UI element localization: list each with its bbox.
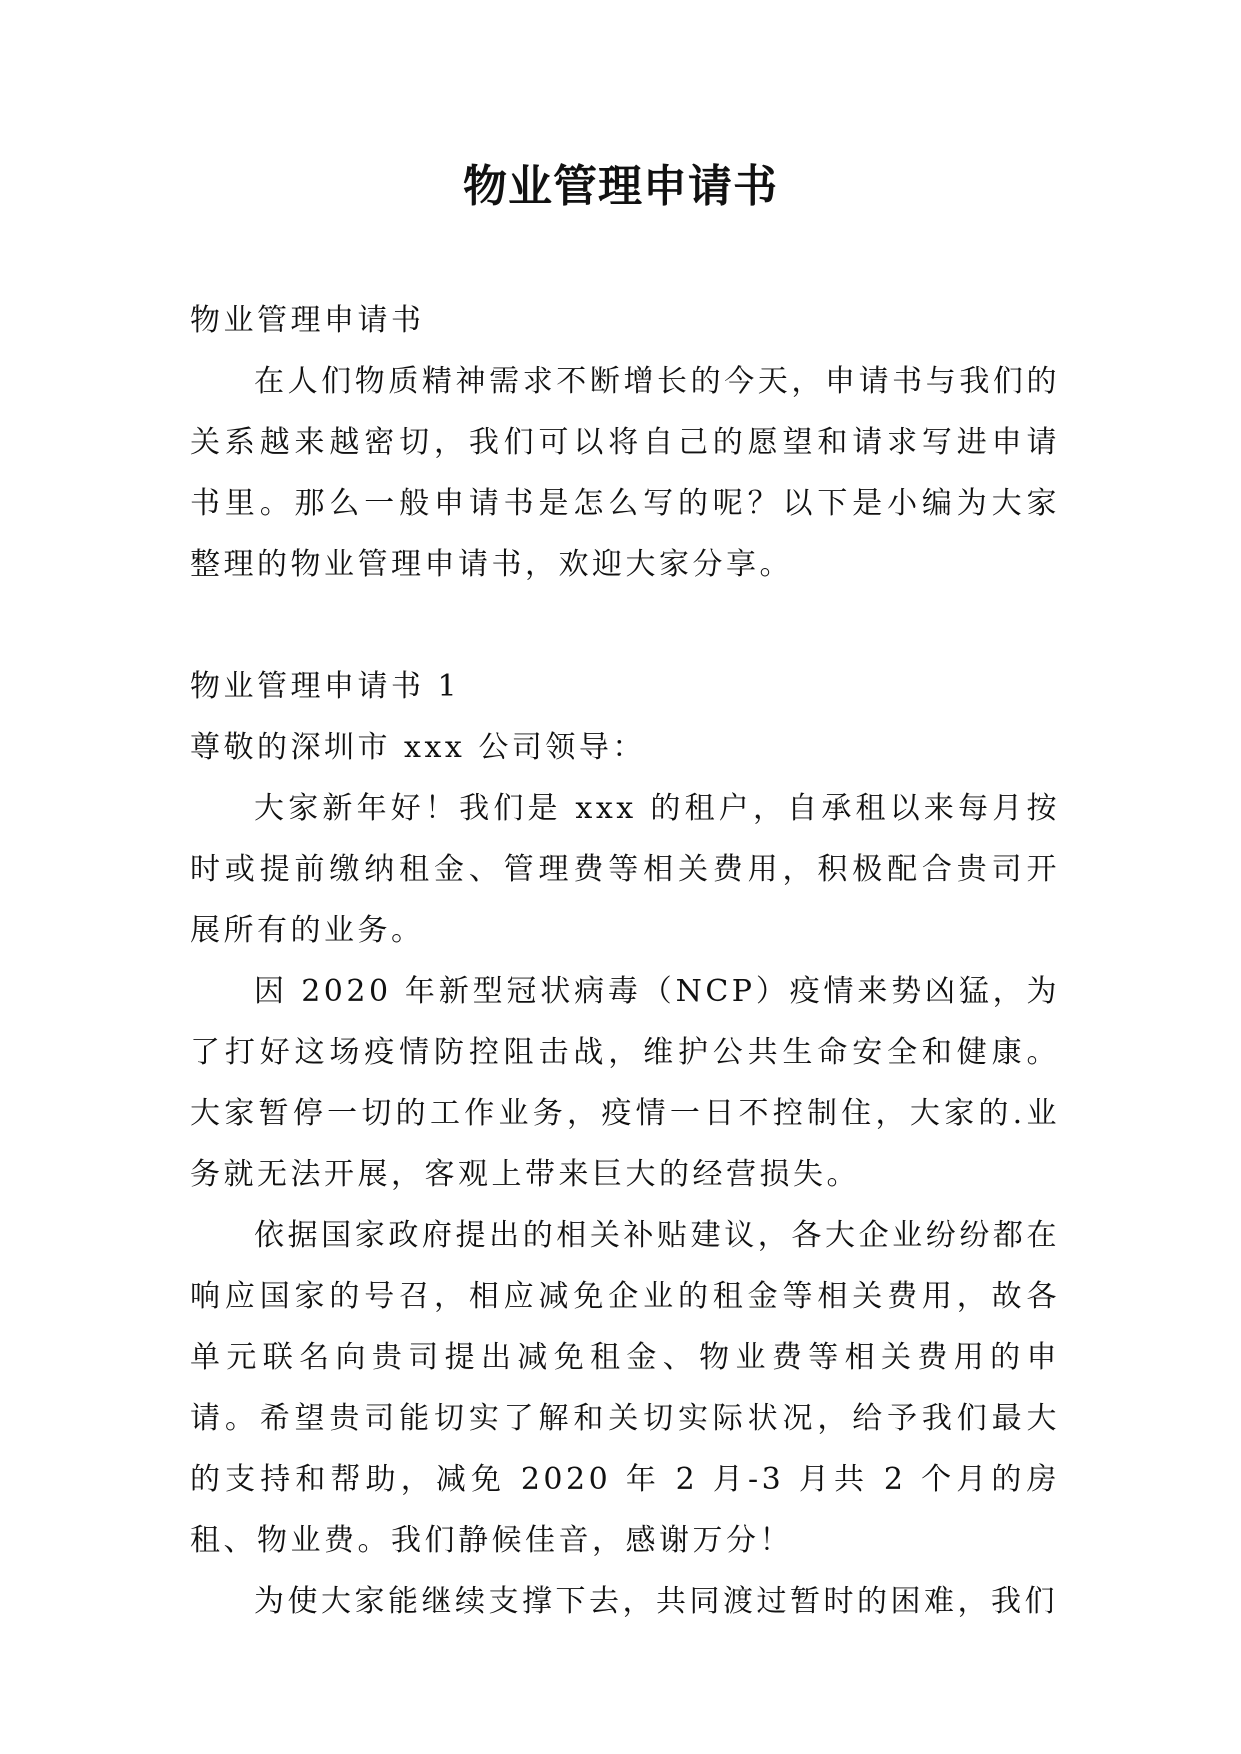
body-paragraph: 依据国家政府提出的相关补贴建议，各大企业纷纷都在响应国家的号召，相应减免企业的租金等相关费用，故各单元联名向贵司提出减免租金、物业费等相关费用的申请。希望贵司能切实了解和关切实际状况，给予我们最大的支持和帮助，减免 2020 年 2 月-3 月共 2 个月的房租、物业费。我们静候佳音，感谢万分！ xyxy=(190,1218,1060,1558)
document-body xyxy=(190,290,1060,1632)
body-heading: 物业管理申请书 xyxy=(190,303,425,338)
document-title: 物业管理申请书 xyxy=(463,161,778,212)
body-paragraph: 大家新年好！我们是 xxx 的租户，自承租以来每月按时或提前缴纳租金、管理费等相关费用，积极配合贵司开展所有的业务。 xyxy=(190,791,1060,948)
paragraph-spacer xyxy=(190,595,1060,656)
body-paragraph: 因 2020 年新型冠状病毒（NCP）疫情来势凶猛，为了打好这场疫情防控阻击战，维护公共生命安全和健康。大家暂停一切的工作业务，疫情一日不控制住，大家的.业务就无法开展，客观上带来巨大的经营损失。 xyxy=(190,974,1060,1192)
body-paragraph: 为使大家能继续支撑下去，共同渡过暂时的困难，我们 xyxy=(254,1584,1058,1619)
intro-paragraph: 在人们物质精神需求不断增长的今天，申请书与我们的关系越来越密切，我们可以将自己的愿望和请求写进申请书里。那么一般申请书是怎么写的呢？以下是小编为大家整理的物业管理申请书，欢迎大家分享。 xyxy=(190,364,1060,582)
section-title: 物业管理申请书 1 xyxy=(190,669,461,704)
salutation: 尊敬的深圳市 xxx 公司领导： xyxy=(190,730,646,765)
